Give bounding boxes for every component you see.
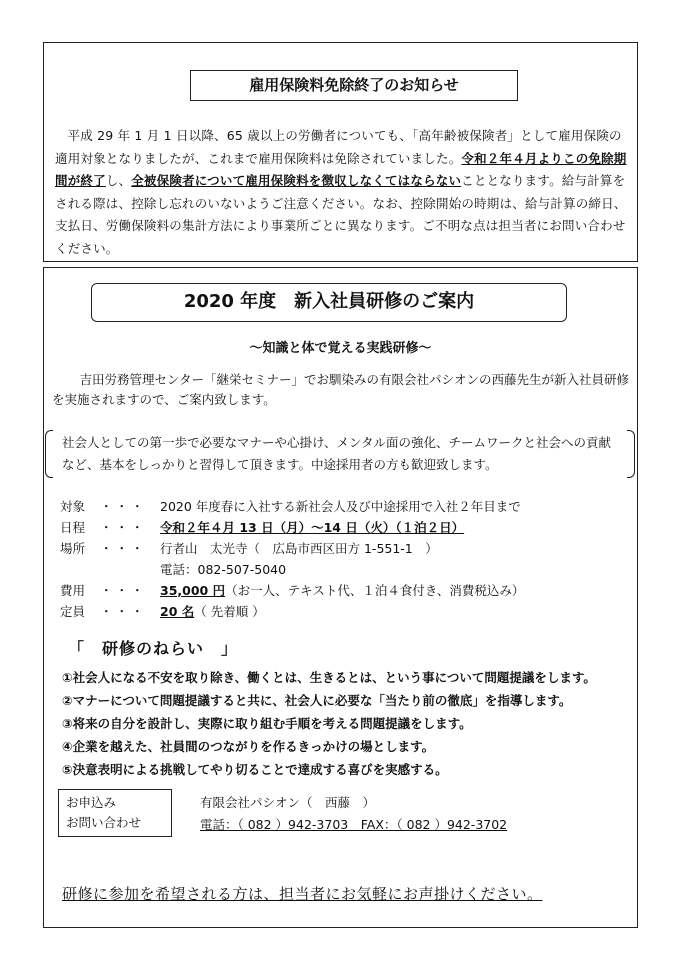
schedule-dots: ・・・: [100, 520, 147, 535]
training-subtitle: ～知識と体で覚える実践研修～: [249, 341, 432, 356]
schedule-label: 日程: [60, 520, 86, 535]
fee-note: （お一人、テキスト代、１泊４食付き、消費税込み）: [225, 583, 525, 598]
insurance-text-c: こととなります。給与計算をされる際は、控除し忘れのいないようご注意ください。なお、控除開始の時期は、給与計算の締日、支払日、労働保険料の集計方法により事業所ごとに異なります。ご不明な点は担当者にお問い合わせください。: [55, 173, 627, 256]
fee-dots: ・・・: [100, 583, 147, 598]
detail-row-capacity: [60, 601, 635, 622]
capacity-note: （ 先着順 ）: [194, 604, 265, 619]
aim-item: ③将来の自分を設計し、実際に取り組む手順を考える問題提議をします。: [62, 716, 472, 731]
insurance-text-b: し、: [105, 173, 132, 188]
contact-label-inquiry: お問い合わせ: [66, 815, 142, 830]
aims-list: [62, 666, 632, 781]
fee-label: 費用: [60, 583, 86, 598]
insurance-text-a: 平成 29 年 1 月 1 日以降、65 歳以上の労働者についても、「高年齢被保険者」として雇用保険の適用対象となりましたが、これまで雇用保険料は免除されていました。: [55, 128, 622, 166]
place-tel: 電話：082-507-5040: [160, 562, 287, 577]
target-value: 2020 年度春に入社する新社会人及び中途採用で入社２年目まで: [160, 499, 521, 514]
detail-row-place-tel: [60, 559, 635, 580]
contact-phone: 電話：（ 082 ）942-3703 FAX：（ 082 ）942-3702: [200, 817, 508, 832]
target-dots: ・・・: [100, 499, 147, 514]
insurance-emph-b: 全被保険者について雇用保険料を徴収しなくてはならない: [131, 173, 462, 188]
insurance-notice-body: [55, 125, 630, 260]
training-intro: 吉田労務管理センター「継栄セミナー」でお馴染みの有限会社パシオンの西藤先生が新入社員研修を実施されますので、ご案内致します。: [52, 372, 630, 407]
capacity-dots: ・・・: [100, 604, 147, 619]
contact-info: [200, 792, 507, 836]
contact-label-box: [58, 789, 172, 837]
fee-amount: 35,000 円: [160, 583, 226, 598]
place-value: 行者山 太光寺（ 広島市西区田方 1-551-1 ）: [160, 541, 438, 556]
contact-label-apply: お申込み: [66, 795, 117, 810]
detail-row-target: [60, 496, 635, 517]
aim-item: ①社会人になる不安を取り除き、働くとは、生きるとは、という事について問題提議をします。: [62, 670, 596, 685]
place-label: 場所: [60, 541, 86, 556]
training-details: [60, 496, 635, 622]
contact-company: 有限会社パシオン（ 西藤 ）: [200, 795, 376, 810]
detail-row-place: [60, 538, 635, 559]
schedule-value: 令和２年４月 13 日（月）～14 日（火）（１泊２日）: [160, 520, 465, 535]
capacity-value: 20 名: [160, 604, 195, 619]
aim-item: ⑤決意表明による挑戦してやり切ることで達成する喜びを実感する。: [62, 762, 448, 777]
capacity-label: 定員: [60, 604, 86, 619]
aim-item: ④企業を越えた、社員間のつながりを作るきっかけの場とします。: [62, 739, 435, 754]
aims-title: 「 研修のねらい 」: [68, 639, 239, 658]
detail-row-schedule: [60, 517, 635, 538]
training-description: 社会人としての第一歩で必要なマナーや心掛け、メンタル面の強化、チームワークと社会への貢献など、基本をしっかりと習得して頂きます。中途採用者の方も歓迎致します。: [62, 435, 612, 472]
training-title: 2020 年度 新入社員研修のご案内: [91, 283, 567, 322]
footer-message: 研修に参加を希望される方は、担当者にお気軽にお声掛けください。: [62, 885, 543, 903]
target-label: 対象: [60, 499, 86, 514]
place-dots: ・・・: [100, 541, 147, 556]
aim-item: ②マナーについて問題提議すると共に、社会人に必要な「当たり前の徹底」を指導します。: [62, 693, 572, 708]
insurance-emph-a: 令和２年４月よりこの免除期間が終了: [55, 150, 627, 188]
detail-row-fee: [60, 580, 635, 601]
insurance-notice-title: 雇用保険料免除終了のお知らせ: [190, 70, 518, 101]
